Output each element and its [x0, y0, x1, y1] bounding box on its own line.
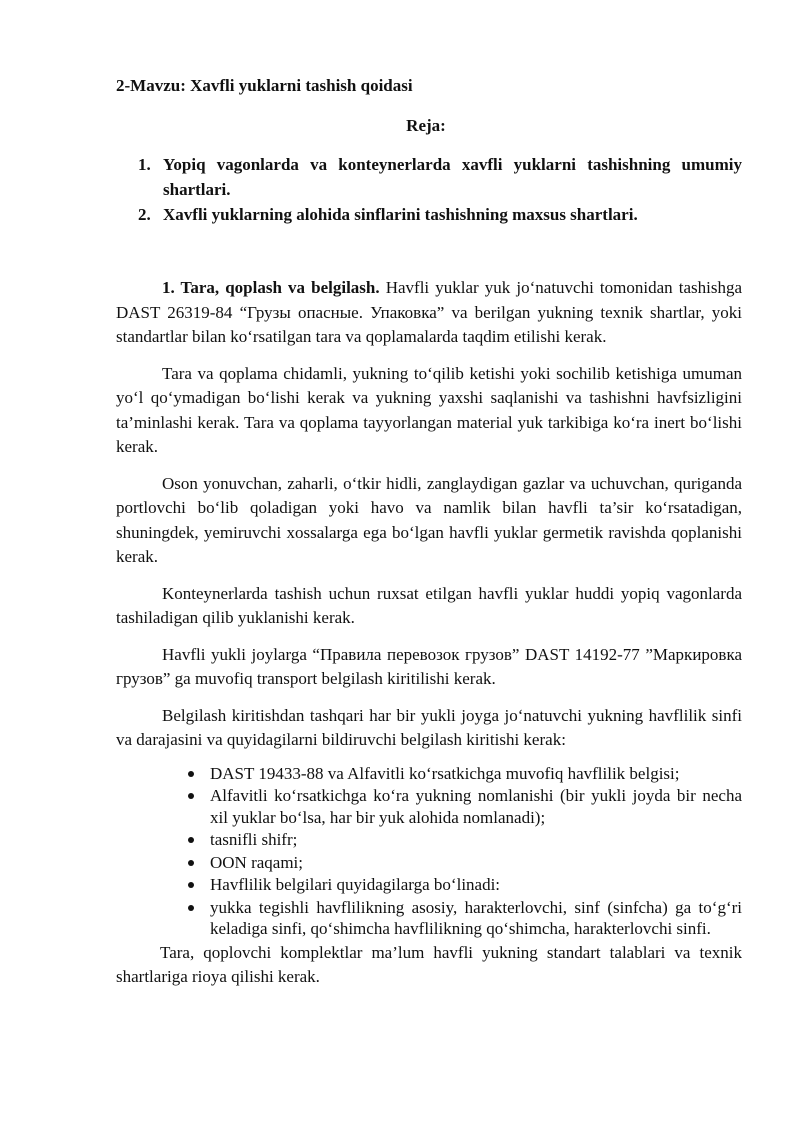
bullet-dot-icon	[188, 837, 194, 843]
paragraph-text: Belgilash kiritishdan tashqari har bir yukli joyga jo‘natuvchi yukning havflilik sinfi va darajasini va quyidagilarni bildiruvchi belgilash kiritishi kerak:	[116, 705, 742, 749]
section-heading: 1. Tara, qoplash va belgilash.	[162, 278, 380, 297]
bullet-dot-icon	[188, 771, 194, 777]
paragraph	[116, 643, 742, 692]
paragraph-text: Oson yonuvchan, zaharli, o‘tkir hidli, zanglaydigan gazlar va uchuvchan, quriganda portlovchi bo‘lib qoladigan yoki havo va namlik bilan havfli ta’sir ko‘rsatadigan, shuningdek, yemiruvchi xossalarga ega bo‘lgan havfli yuklar germetik ravishda qoplanishi kerak.	[116, 473, 742, 566]
bullet-item	[188, 763, 742, 785]
bullet-dot-icon	[188, 882, 194, 888]
bullet-text: tasnifli shifr;	[210, 830, 298, 849]
paragraph	[116, 472, 742, 570]
paragraph	[116, 362, 742, 460]
plan-list	[116, 152, 742, 227]
closing-paragraph: Tara, qoplovchi komplektlar ma’lum havfli yukning standart talablari va texnik shartlariga rioya qilishi kerak.	[116, 942, 742, 986]
paragraph-text: Havfli yuklar yuk jo‘natuvchi tomonidan tashishga DAST 26319-84 “Грузы опасные. Упаковка” va berilgan yukning texnik shartlar, yoki standartlar bilan ko‘rsatilgan tara va qoplamalarda taqdim etilishi kerak.	[116, 278, 742, 346]
bullet-list	[188, 763, 742, 940]
bullet-text: Alfavitli ko‘rsatkichga ko‘ra yukning nomlanishi (bir yukli joyda bir necha xil yuklar bo‘lsa, har bir yuk alohida nomlanadi);	[210, 786, 742, 827]
bullet-item	[188, 852, 742, 874]
plan-item-text: Xavfli yuklarning alohida sinflarini tashishning maxsus shartlari.	[163, 205, 638, 224]
plan-item	[116, 202, 742, 227]
bullet-dot-icon	[188, 905, 194, 911]
plan-heading: Reja:	[406, 116, 446, 135]
bullet-text: Havflilik belgilari quyidagilarga bo‘linadi:	[210, 875, 501, 894]
bullet-item	[188, 897, 742, 940]
bullet-item	[188, 785, 742, 828]
body-text	[116, 276, 742, 1002]
bullet-dot-icon	[188, 860, 194, 866]
paragraph-text: Tara va qoplama chidamli, yukning to‘qilib ketishi yoki sochilib ketishiga umuman yo‘l qo‘ymadigan bo‘lishi kerak va yukning yaxshi saqlanishi va tashishni havfsizligini ta’minlashi kerak. Tara va qoplama tayyorlangan material yuk tarkibiga ko‘ra inert bo‘lishi kerak.	[116, 363, 742, 456]
paragraph-text: Konteynerlarda tashish uchun ruxsat etilgan havfli yuklar huddi yopiq vagonlarda tashiladigan qilib yuklanishi kerak.	[116, 583, 742, 627]
plan-item-number: 2.	[138, 205, 151, 224]
paragraph	[116, 276, 742, 350]
paragraph	[116, 704, 742, 753]
document-title: 2-Mavzu: Xavfli yuklarni tashish qoidasi	[116, 76, 413, 95]
plan-item-number: 1.	[138, 155, 151, 174]
bullet-dot-icon	[188, 793, 194, 799]
bullet-text: DAST 19433-88 va Alfavitli ko‘rsatkichga muvofiq havflilik belgisi;	[210, 763, 680, 783]
plan-item-text: Yopiq vagonlarda va konteynerlarda xavfli yuklarni tashishning umumiy shartlari.	[163, 155, 742, 199]
bullet-text: OON raqami;	[210, 852, 304, 872]
plan-item	[116, 152, 742, 202]
paragraph-text: Havfli yukli joylarga “Правила перевозок грузов” DAST 14192-77 ”Маркировка грузов” ga muvofiq transport belgilash kiritilishi kerak.	[116, 644, 742, 688]
bullet-item	[188, 829, 742, 851]
paragraph	[116, 582, 742, 631]
bullet-text: yukka tegishli havflilikning asosiy, harakterlovchi, sinf (sinfcha) ga to‘g‘ri keladiga sinfi, qo‘shimcha havflilikning qo‘shimcha, harakterlovchi sinfi.	[210, 897, 742, 938]
bullet-item	[188, 874, 742, 896]
